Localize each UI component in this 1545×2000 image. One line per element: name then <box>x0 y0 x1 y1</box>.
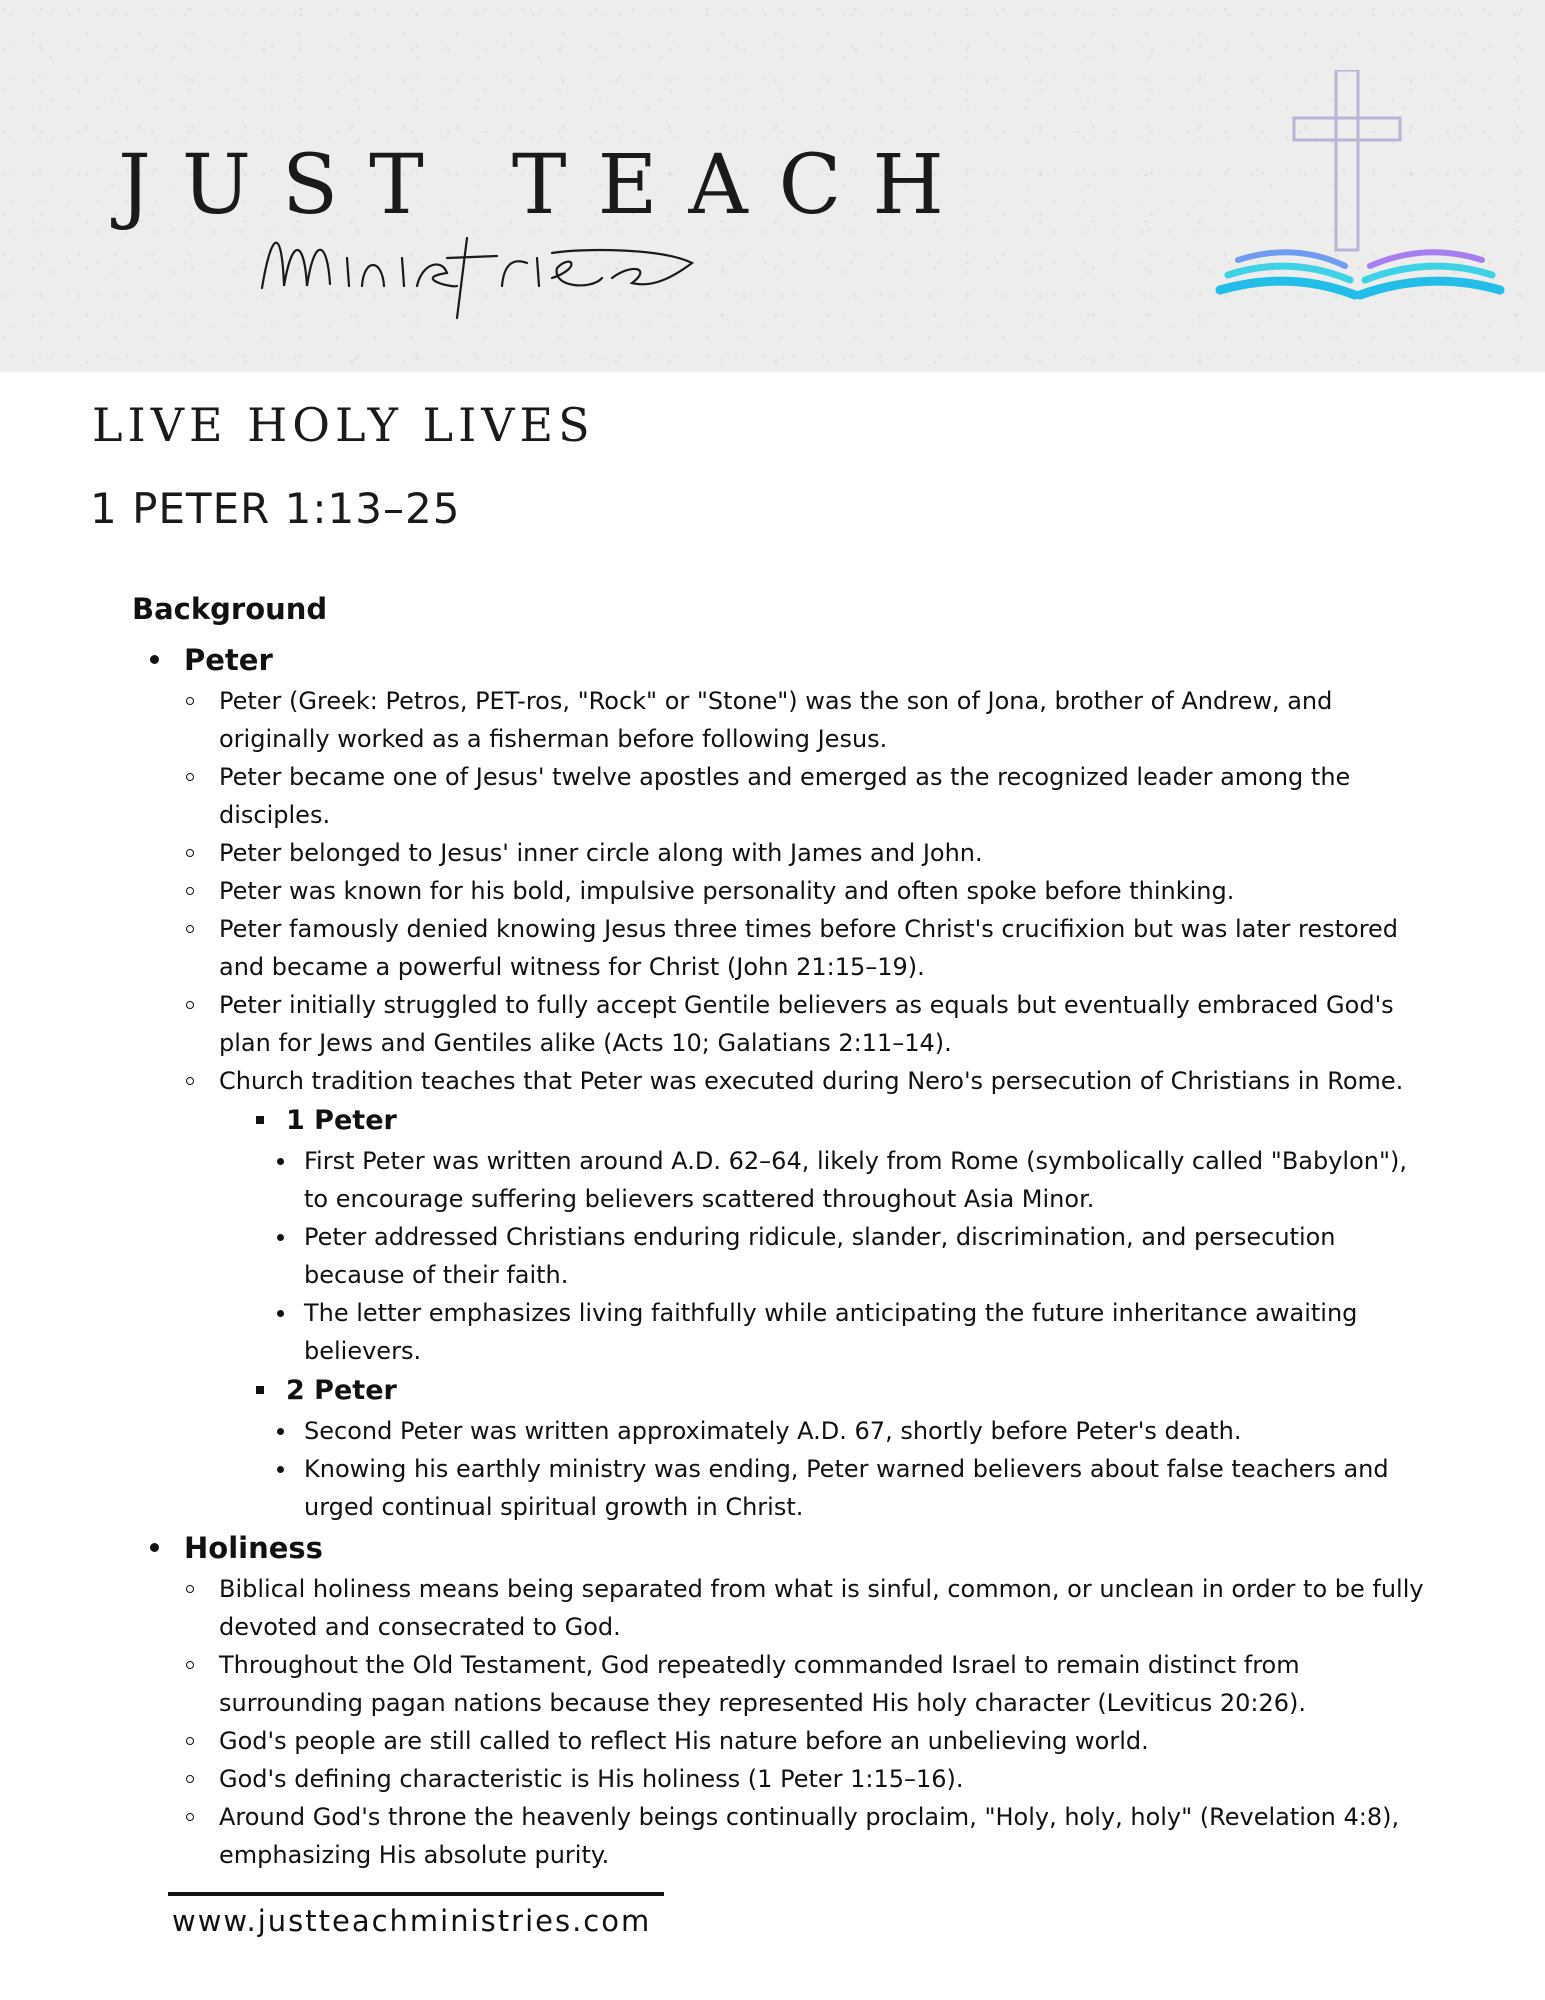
outline-item: Peter famously denied knowing Jesus three times before Christ's crucifixion but was later restored and became a powerful witness for Christ (John 21:15–19). <box>0 910 1545 986</box>
outline-content <box>0 638 1545 1874</box>
outline-subitem: Second Peter was written approximately A.D. 67, shortly before Peter's death. <box>0 1412 1545 1450</box>
outline-item: Around God's throne the heavenly beings continually proclaim, "Holy, holy, holy" (Revelation 4:8), emphasizing His absolute purity. <box>0 1798 1545 1874</box>
cross-bible-icon <box>1210 70 1510 310</box>
section-heading: Background <box>132 592 328 626</box>
outline-item: God's people are still called to reflect His nature before an unbelieving world. <box>0 1722 1545 1760</box>
outline-subitem: First Peter was written around A.D. 62–64, likely from Rome (symbolically called "Babylon"), to encourage suffering believers scattered throughout Asia Minor. <box>0 1142 1545 1218</box>
footer-website: www.justteachministries.com <box>172 1904 652 1938</box>
brand-title: JUST TEACH <box>118 138 975 233</box>
outline-subitem: The letter emphasizes living faithfully while anticipating the future inheritance awaiting believers. <box>0 1294 1545 1370</box>
outline-heading: Peter <box>0 638 1545 682</box>
outline-subitem: Knowing his earthly ministry was ending, Peter warned believers about false teachers and urged continual spiritual growth in Christ. <box>0 1450 1545 1526</box>
outline-heading: Holiness <box>0 1526 1545 1570</box>
outline-subheading: 1 Peter <box>0 1100 1545 1142</box>
outline-item: Peter became one of Jesus' twelve apostles and emerged as the recognized leader among the disciples. <box>0 758 1545 834</box>
outline-item: Peter initially struggled to fully accept Gentile believers as equals but eventually embraced God's plan for Jews and Gentiles alike (Acts 10; Galatians 2:11–14). <box>0 986 1545 1062</box>
footer-divider <box>168 1892 664 1896</box>
outline-subheading: 2 Peter <box>0 1370 1545 1412</box>
header-banner <box>0 0 1545 372</box>
outline-item: Peter (Greek: Petros, PET-ros, "Rock" or "Stone") was the son of Jona, brother of Andrew, and originally worked as a fisherman before following Jesus. <box>0 682 1545 758</box>
outline-item: Biblical holiness means being separated from what is sinful, common, or unclean in order to be fully devoted and consecrated to God. <box>0 1570 1545 1646</box>
document-title: LIVE HOLY LIVES <box>92 398 595 452</box>
outline-item: Throughout the Old Testament, God repeatedly commanded Israel to remain distinct from surrounding pagan nations because they represented His holy character (Leviticus 20:26). <box>0 1646 1545 1722</box>
scripture-reference: 1 PETER 1:13–25 <box>90 484 461 533</box>
outline-item: Peter was known for his bold, impulsive personality and often spoke before thinking. <box>0 872 1545 910</box>
brand-script-logo <box>252 208 732 328</box>
outline-subitem: Peter addressed Christians enduring ridicule, slander, discrimination, and persecution because of their faith. <box>0 1218 1545 1294</box>
outline-item: Church tradition teaches that Peter was executed during Nero's persecution of Christians in Rome. <box>0 1062 1545 1100</box>
outline-item: Peter belonged to Jesus' inner circle along with James and John. <box>0 834 1545 872</box>
outline-item: God's defining characteristic is His holiness (1 Peter 1:15–16). <box>0 1760 1545 1798</box>
